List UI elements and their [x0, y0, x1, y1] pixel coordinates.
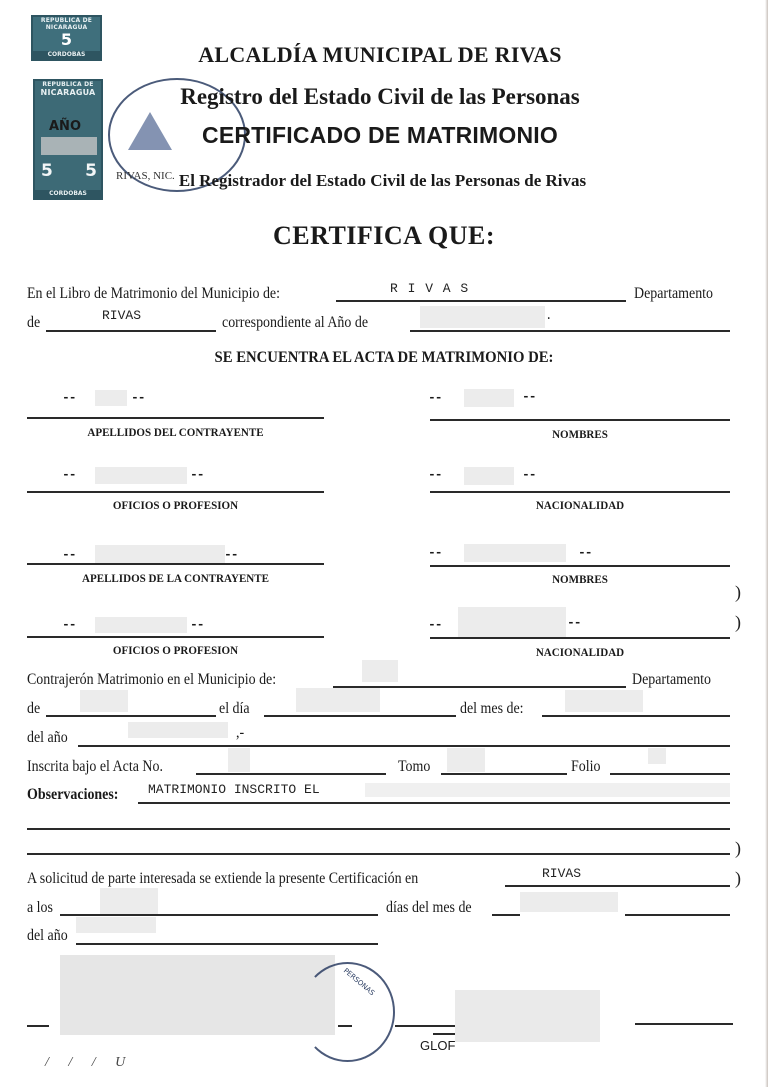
issuance-month-line-end[interactable] — [625, 914, 730, 916]
signature-line-right — [395, 1025, 455, 1027]
bride-occupation-line[interactable] — [27, 636, 324, 638]
registry-subtitle: Registro del Estado Civil de las Personas — [180, 84, 580, 109]
bride-names-line[interactable] — [430, 565, 730, 567]
redacted-bride-surnames — [95, 545, 225, 563]
margin-mark: ) — [735, 868, 741, 888]
bride-surnames-caption: APELLIDOS DE LA CONTRAYENTE — [81, 571, 270, 585]
book-year-dot: . — [547, 306, 551, 323]
redacted-act-number — [228, 748, 250, 772]
groom-nationality-line[interactable] — [430, 491, 730, 493]
issuance-days-label: a los — [27, 899, 53, 916]
book-municipality-line — [336, 300, 626, 302]
tomo-label: Tomo — [398, 758, 431, 775]
stamp-country-top: REPUBLICA DE — [42, 81, 94, 88]
dash: -- — [190, 467, 204, 482]
redacted-groom-names — [464, 389, 514, 407]
book-department-value[interactable]: RIVAS — [102, 308, 142, 323]
redacted-marriage-municipality — [362, 660, 398, 682]
signature-line-far-right — [635, 1023, 733, 1025]
section-title: SE ENCUENTRA EL ACTA DE MATRIMONIO DE: — [214, 349, 554, 366]
dash: -- — [428, 390, 442, 405]
bride-nationality-line[interactable] — [430, 637, 730, 639]
signature-line-mid — [338, 1025, 352, 1027]
marriage-month-line[interactable] — [542, 715, 730, 717]
dash: -- — [62, 390, 76, 405]
stamp-currency: CORDOBAS — [33, 51, 100, 59]
redacted-bride-nationality — [458, 607, 566, 637]
marriage-month-label: del mes de: — [460, 700, 524, 717]
margin-mark: ) — [735, 612, 741, 632]
document-title: CERTIFICADO DE MATRIMONIO — [202, 122, 558, 148]
redacted-groom-occupation — [95, 467, 187, 484]
issuance-request-label: A solicitud de parte interesada se extiende la presente Certificación en — [27, 870, 419, 887]
dash: -- — [428, 545, 442, 560]
redacted-observations — [365, 783, 730, 797]
redacted-bride-occupation — [95, 617, 187, 633]
dash: -- — [62, 617, 76, 632]
marriage-day-label: el día — [219, 700, 250, 717]
margin-mark: ) — [735, 582, 741, 602]
groom-names-line[interactable] — [430, 419, 730, 421]
redacted-folio — [648, 748, 666, 764]
redacted-marriage-department — [80, 690, 128, 712]
book-department-label: Departamento — [634, 285, 714, 302]
act-number-label: Inscrita bajo el Acta No. — [27, 758, 163, 775]
seal-stamp-text: PERSONAS — [341, 966, 377, 998]
redacted-marriage-month — [565, 690, 643, 712]
dash: -- — [428, 617, 442, 632]
groom-surnames-caption: APELLIDOS DEL CONTRAYENTE — [87, 425, 264, 439]
certifies-heading: CERTIFICA QUE: — [272, 221, 496, 250]
stamp-denomination-left: 5 — [41, 161, 53, 181]
observations-label: Observaciones: — [27, 786, 119, 803]
book-municipality-label: En el Libro de Matrimonio del Municipio de: — [27, 285, 280, 302]
redacted-year — [420, 306, 545, 328]
marriage-day-line[interactable] — [264, 715, 456, 717]
book-year-label: correspondiente al Año de — [222, 314, 369, 331]
marriage-year-suffix: ,- — [236, 724, 245, 741]
groom-nationality-caption: NACIONALIDAD — [535, 498, 625, 512]
issuance-month-label: días del mes de — [386, 899, 472, 916]
stamp-country: NICARAGUA — [40, 88, 96, 97]
redacted-tomo — [447, 748, 485, 772]
coat-of-arms-triangle-icon — [128, 112, 172, 150]
groom-surnames-line[interactable] — [27, 417, 324, 419]
dash: -- — [224, 547, 238, 562]
folio-label: Folio — [571, 758, 601, 775]
stamp-denomination: 5 — [60, 30, 73, 49]
dash: -- — [578, 545, 592, 560]
fiscal-stamp-large — [33, 79, 103, 200]
redacted-marriage-year — [128, 722, 228, 738]
redacted-signature — [60, 955, 335, 1035]
dash: -- — [567, 615, 581, 630]
dash: -- — [62, 467, 76, 482]
observations-value[interactable]: MATRIMONIO INSCRITO EL — [148, 782, 320, 797]
observations-line-3[interactable] — [27, 853, 730, 855]
marriage-municipality-label: Contrajerón Matrimonio en el Municipio de: — [27, 671, 277, 688]
redacted-issuance-days — [100, 888, 158, 914]
folio-line[interactable] — [610, 773, 730, 775]
stamp-year-label: AÑO — [49, 119, 81, 134]
book-department-line — [46, 330, 216, 332]
observations-line-1[interactable] — [138, 802, 730, 804]
observations-line-2[interactable] — [27, 828, 730, 830]
stamp-currency: CORDOBAS — [35, 190, 101, 198]
bride-surnames-line[interactable] — [27, 563, 324, 565]
issuance-place-value[interactable]: RIVAS — [542, 866, 582, 881]
margin-mark: ) — [735, 838, 741, 858]
marriage-department-label: Departamento — [632, 671, 712, 688]
bride-nationality-caption: NACIONALIDAD — [535, 645, 625, 659]
redacted-groom-surnames — [95, 390, 127, 406]
registrar-line: El Registrador del Estado Civil de las Personas de Rivas — [178, 171, 587, 190]
seal-place-text: RIVAS, NIC. — [116, 170, 175, 182]
redacted-issuance-month — [520, 892, 618, 912]
redacted-marriage-day — [296, 688, 380, 712]
book-municipality-value[interactable]: R I V A S — [390, 281, 470, 296]
redacted-signatory — [455, 990, 600, 1042]
dash: -- — [131, 390, 145, 405]
issuance-month-line[interactable] — [492, 914, 520, 916]
stamp-country-top: REPUBLICA DE — [40, 17, 93, 24]
handwritten-marks: / / / U — [45, 1055, 134, 1070]
stamp-denomination-right: 5 — [85, 161, 97, 181]
groom-occupation-caption: OFICIOS O PROFESION — [112, 498, 239, 512]
municipality-title: ALCALDÍA MUNICIPAL DE RIVAS — [198, 42, 562, 67]
groom-occupation-line[interactable] — [27, 491, 324, 493]
bride-occupation-caption: OFICIOS O PROFESION — [112, 643, 239, 657]
fiscal-stamp-small — [31, 15, 102, 61]
dash: -- — [522, 467, 536, 482]
dash: -- — [62, 547, 76, 562]
signature-line-left — [27, 1025, 49, 1027]
dash: -- — [522, 389, 536, 404]
dash: -- — [428, 467, 442, 482]
dash: -- — [190, 617, 204, 632]
signatory-name: GLOF — [420, 1038, 456, 1053]
issuance-year-line[interactable] — [76, 943, 378, 945]
bride-names-caption: NOMBRES — [552, 572, 608, 586]
signature-line-accent — [433, 1033, 455, 1035]
marriage-year-label: del año — [27, 729, 68, 746]
issuance-days-line[interactable] — [60, 914, 378, 916]
tomo-line[interactable] — [441, 773, 567, 775]
groom-names-caption: NOMBRES — [552, 427, 608, 441]
redacted-groom-nationality — [464, 467, 514, 485]
issuance-place-line[interactable] — [505, 885, 730, 887]
marriage-department-line[interactable] — [46, 715, 216, 717]
redacted-issuance-year — [76, 917, 156, 933]
marriage-year-line[interactable] — [78, 745, 730, 747]
issuance-year-label: del año — [27, 927, 68, 944]
act-number-line[interactable] — [196, 773, 386, 775]
stamp-country: NICARAGUA — [45, 24, 88, 31]
redacted-bride-names — [464, 544, 566, 562]
book-year-line — [410, 330, 730, 332]
marriage-de-label: de — [27, 700, 41, 717]
book-de-label: de — [27, 314, 41, 331]
redacted-block — [41, 137, 97, 155]
